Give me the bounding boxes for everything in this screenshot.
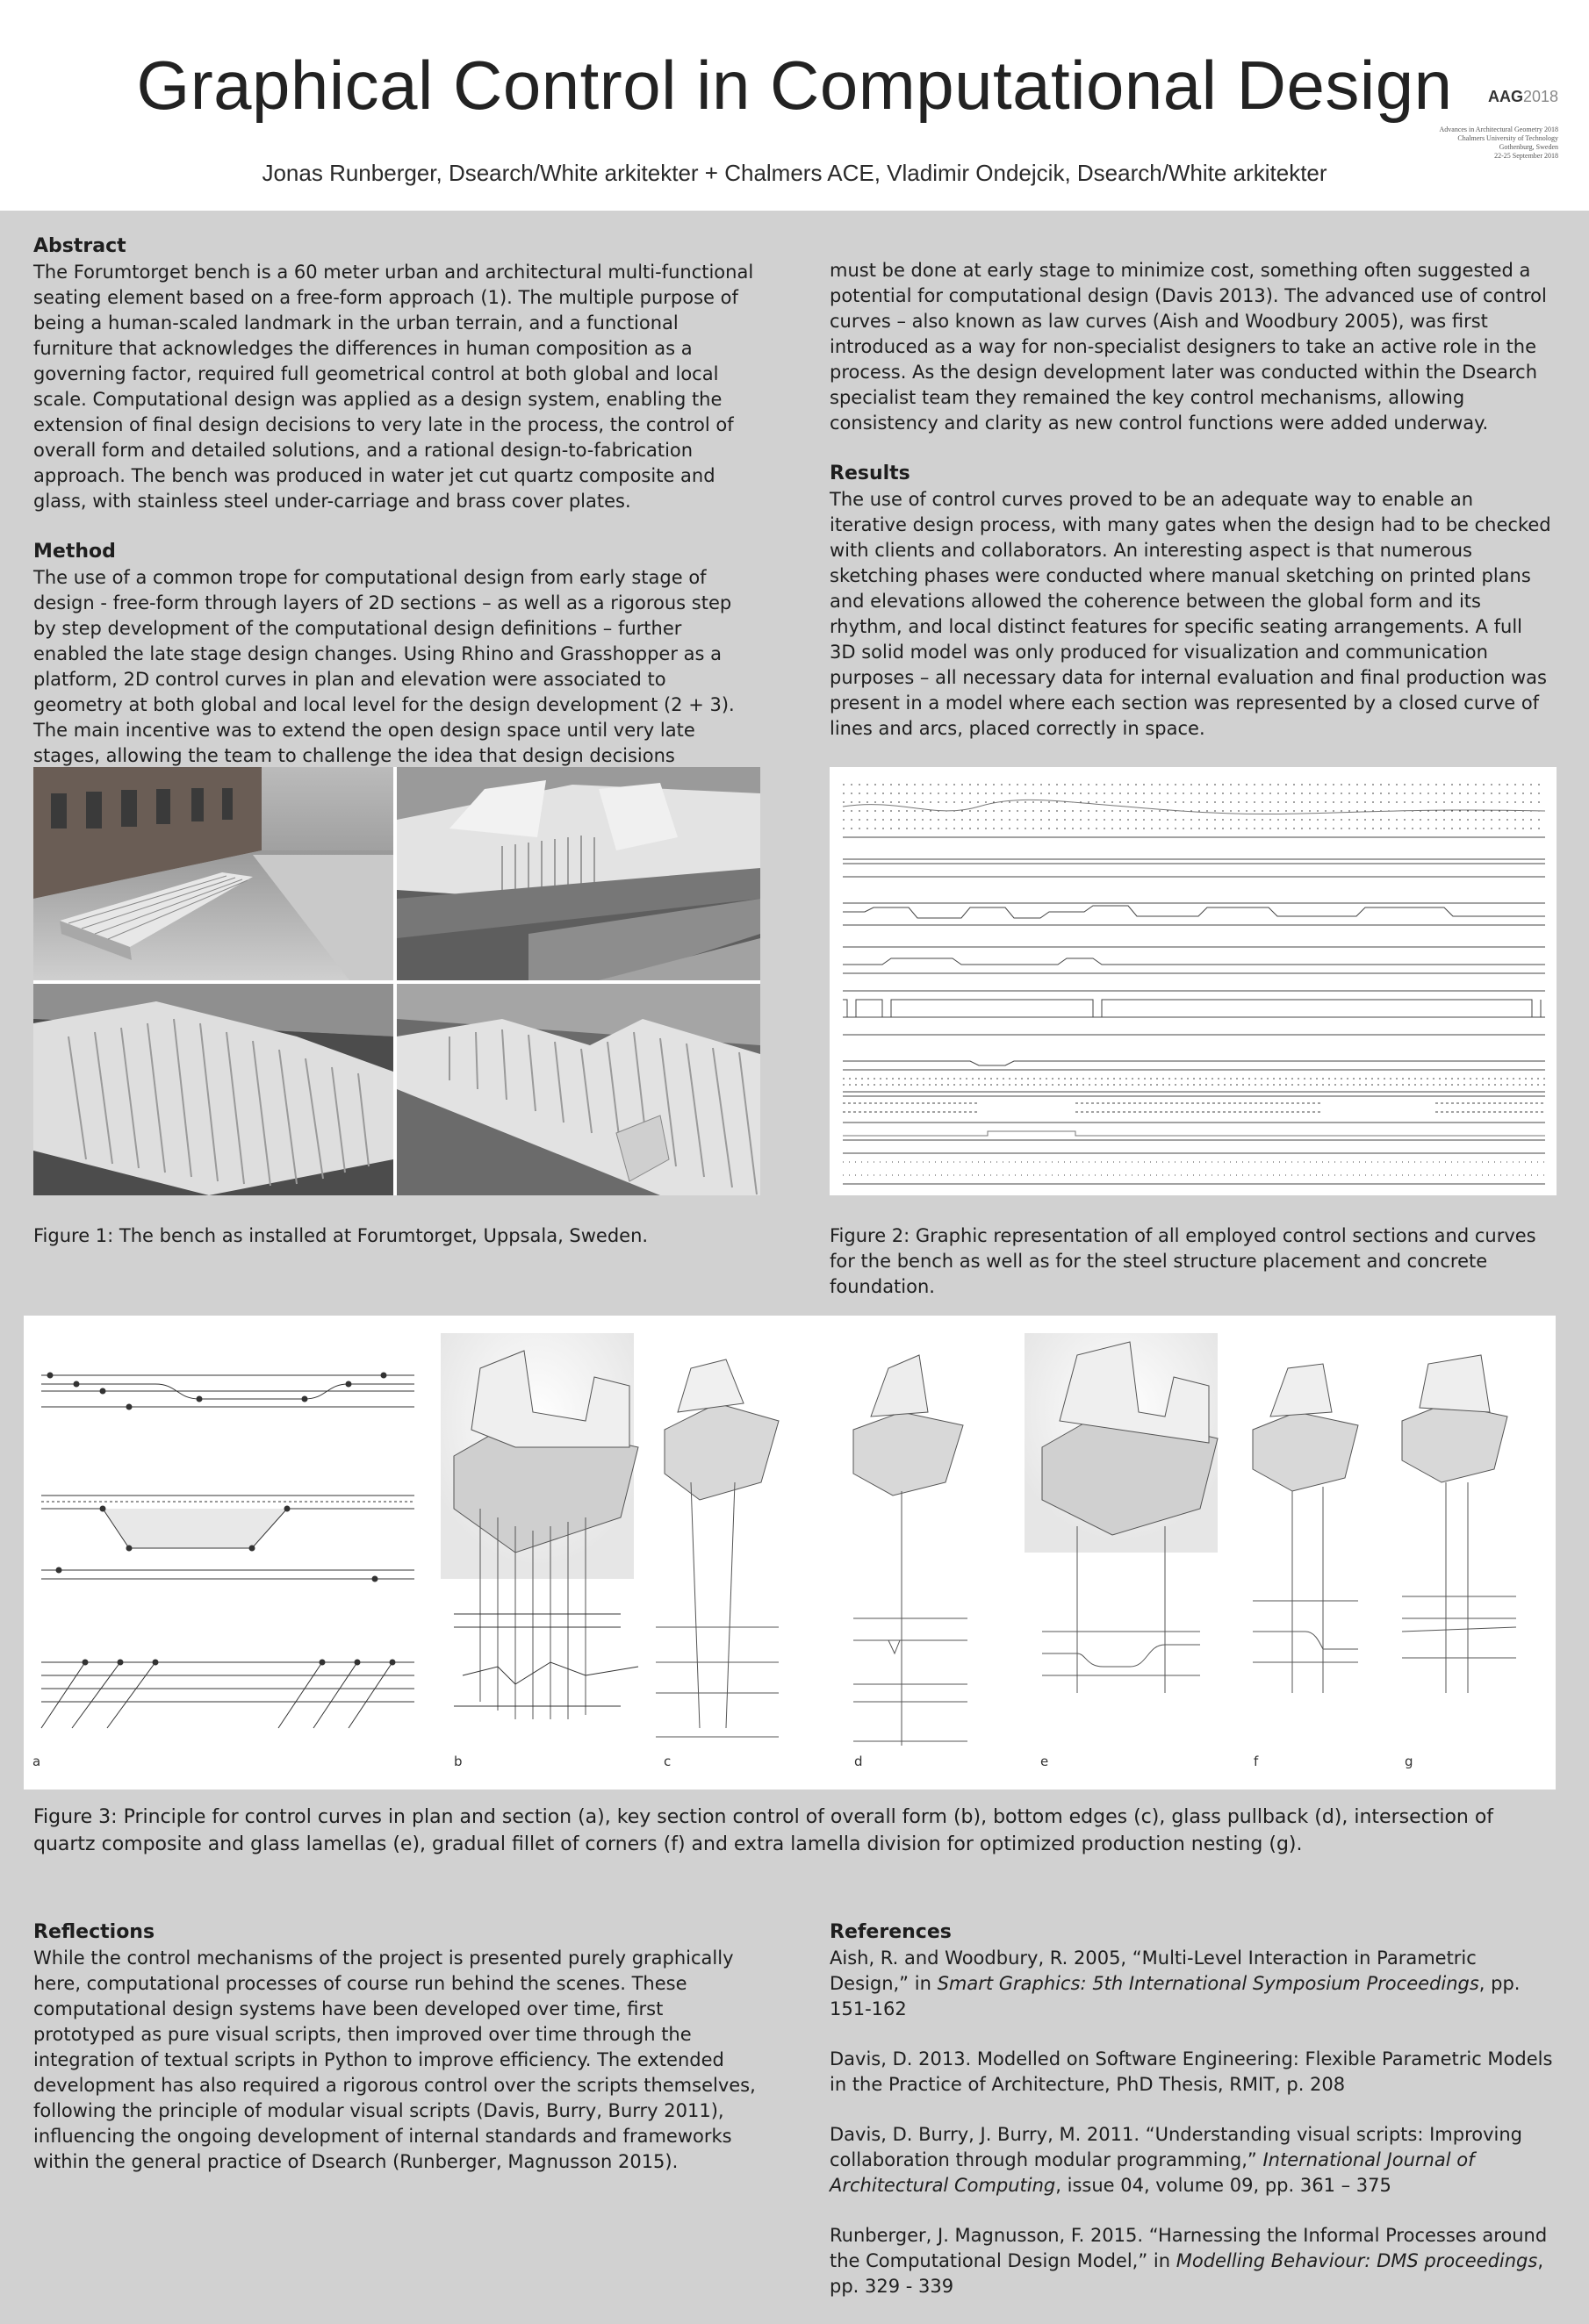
bench-photo-steps (397, 767, 760, 980)
poster-header (0, 0, 1589, 211)
panel-label-f: f (1254, 1754, 1259, 1769)
reference-title-italic: Modelling Behaviour: DMS proceedings (1176, 2250, 1538, 2271)
reference-entry: Davis, D. 2013. Modelled on Software Engineering: Flexible Parametric Models in the Practice of Architecture, PhD Thesis, RMIT, p. 208 (830, 2048, 1553, 2095)
conference-line: Advances in Architectural Geometry 2018 (1439, 126, 1558, 133)
panel-label-g: g (1405, 1754, 1413, 1769)
poster-authors: Jonas Runberger, Dsearch/White arkitekter + Chalmers ACE, Vladimir Ondejcik, Dsearch/White arkitekter (262, 160, 1327, 186)
poster-title: Graphical Control in Computational Design (136, 47, 1453, 124)
panel-label-e: e (1040, 1754, 1049, 1769)
panel-f-gradual-fillet (1253, 1364, 1358, 1693)
reflections-text: While the control mechanisms of the project is presented purely graphically here, computational processes of course run behind the scenes. These computational design systems have been developed over time, first prototyped as pure visual scripts, then improved over time through the integration of textual scripts in Python to improve efficiency. The extended development has also required a rigorous control over the scripts themselves, following the principle of modular visual scripts (Davis, Burry, Burry 2011), influencing the ongoing development of internal standards and frameworks within the general practice of Dsearch (Runberger, Magnusson 2015). (33, 1947, 756, 2172)
reference-title-italic: International Journal of Architectural Computing (830, 2149, 1475, 2196)
figure2-caption: Figure 2: Graphic representation of all employed control sections and curves for the bench as well as for the steel structure placement and concrete foundation. (830, 1225, 1536, 1297)
results-text: The use of control curves proved to be an adequate way to enable an iterative design process, with many gates when the design had to be checked with clients and collaborators. An interesting aspect is that numerous sketching phases were conducted where manual sketching on printed plans and elevations allowed the coherence between the global form and its rhythm, and local distinct features for specific seating arrangements. A full 3D solid model was only produced for visualization and communication purposes – all necessary data for internal evaluation and final production was present in a model where each section was represented by a closed curve of lines and arcs, placed correctly in space. (830, 489, 1551, 739)
conference-logo-year: 2018 (1522, 88, 1558, 105)
figure3-caption: Figure 3: Principle for control curves in plan and section (a), key section control of overall form (b), bottom edges (c), glass pullback (d), intersection of quartz composite and glass lamellas (e), gradual fillet of corners (f) and extra lamella division for optimized production nesting (g). (33, 1806, 1494, 1855)
conference-logo-main: AAG (1487, 88, 1523, 105)
right-text-column (830, 258, 1554, 766)
panel-label-c: c (664, 1754, 672, 1769)
panel-label-a: a (32, 1754, 41, 1769)
panel-label-b: b (454, 1754, 463, 1769)
method-text-continued: must be done at early stage to minimize cost, something often suggested a potential for computational design (Davis 2013). The advanced use of control curves – also known as law curves (Aish and Woodbury 2005), was first introduced as a way for non-specialist designers to take an active role in the process. As the design development later was conducted within the Dsearch specialist team they remained the key control mechanisms, allowing consistency and clarity as new control functions were added underway. (830, 260, 1547, 434)
panel-c-bottom-edges (656, 1359, 779, 1737)
figure2-control-curves-diagram (830, 767, 1557, 1195)
reference-text: Aish, R. and Woodbury, R. 2005, “Multi-Level Interaction in Parametric Design,” in (830, 1947, 1477, 1994)
left-text-column (33, 233, 758, 793)
panel-a-plan-section-curves (41, 1373, 414, 1728)
bench-photo-detail (397, 984, 760, 1195)
conference-line: 22-25 September 2018 (1494, 152, 1558, 160)
reference-entry (830, 1946, 1554, 2022)
references-column (830, 1919, 1554, 2324)
bench-photo-lamellas (33, 984, 393, 1195)
panel-label-d: d (854, 1754, 863, 1769)
method-text: The use of a common trope for computational design from early stage of design - free-form through layers of 2D sections – as well as a rigorous step by step development of the computational design definitions – further enabled the late stage design changes. Using Rhino and Grasshopper as a platform, 2D control curves in plan and elevation were associated to geometry at both global and local level for the design development (2 + 3). The main incentive was to extend the open design space until very late stages, allowing the team to challenge the idea that design decisions (33, 567, 735, 766)
reference-entry (830, 2122, 1554, 2198)
panel-d-glass-pullback (853, 1355, 967, 1746)
conference-details (1422, 126, 1558, 161)
conference-logo (1422, 88, 1558, 106)
reference-text: Davis, D. Burry, J. Burry, M. 2011. “Understanding visual scripts: Improving collaboration through modular programming,” (830, 2124, 1522, 2170)
conference-block (1422, 88, 1558, 161)
panel-e-lamella-intersection (1025, 1333, 1218, 1693)
reference-text: Runberger, J. Magnusson, F. 2015. “Harnessing the Informal Processes around the Computational Design Model,” in (830, 2225, 1548, 2271)
abstract-heading: Abstract (33, 235, 126, 257)
reference-text: , issue 04, volume 09, pp. 361 – 375 (1055, 2175, 1391, 2196)
figure1-caption: Figure 1: The bench as installed at Forumtorget, Uppsala, Sweden. (33, 1225, 649, 1246)
panel-g-lamella-division (1402, 1355, 1516, 1693)
reference-entry (830, 2223, 1554, 2299)
method-heading: Method (33, 541, 116, 563)
conference-line: Chalmers University of Technology (1457, 134, 1558, 142)
figure3-principle-diagram (24, 1316, 1556, 1790)
bench-photo-street (33, 767, 393, 980)
reflections-column (33, 1919, 758, 2199)
figure1-photo-grid (33, 767, 760, 1195)
abstract-text: The Forumtorget bench is a 60 meter urban and architectural multi-functional seating element based on a free-form approach (1). The multiple purpose of being a human-scaled landmark in the urban terrain, and a functional furniture that acknowledges the differences in human composition as a governing factor, required full geometrical control at both global and local scale. Computational design was applied as a design system, enabling the extension of final design decisions to very late in the process, the control of overall form and detailed solutions, and a rational design-to-fabrication approach. The bench was produced in water jet cut quartz composite and glass, with stainless steel under-carriage and brass cover plates. (33, 262, 754, 512)
conference-line: Gothenburg, Sweden (1499, 143, 1558, 151)
reference-text: , pp. 329 - 339 (830, 2250, 1544, 2297)
panel-b-key-sections (441, 1333, 638, 1719)
reference-text: , pp. 151-162 (830, 1973, 1521, 2019)
results-heading: Results (830, 463, 910, 484)
reference-title-italic: Smart Graphics: 5th International Symposium Proceedings (937, 1973, 1479, 1994)
reflections-heading: Reflections (33, 1921, 155, 1943)
references-heading: References (830, 1921, 952, 1943)
